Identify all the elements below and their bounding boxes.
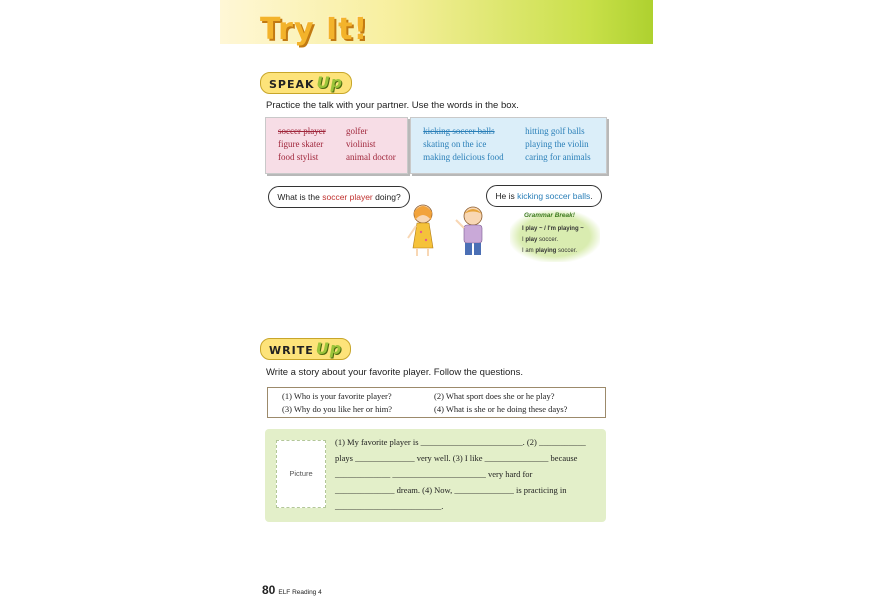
word-item: kicking soccer balls (423, 126, 495, 136)
grammar-line (522, 248, 577, 254)
grammar-text: I (522, 237, 526, 243)
word-item: animal doctor (346, 152, 396, 162)
word-item: caring for animals (525, 152, 591, 162)
write-badge-label: WRITE (269, 344, 314, 357)
question-item: (3) Why do you like her or him? (282, 404, 393, 414)
speech-bubble-question (268, 186, 410, 208)
word-box-activities (410, 117, 607, 174)
word-item: food stylist (278, 152, 319, 162)
word-item: violinist (346, 139, 376, 149)
speak-badge-up: Up (316, 73, 343, 92)
grammar-text: soccer. (537, 237, 559, 243)
grammar-line: I play ~ / I'm playing ~ (522, 226, 584, 232)
page-title: Try It! (260, 12, 369, 47)
speak-badge-label: SPEAK (269, 78, 315, 91)
picture-placeholder[interactable]: Picture (276, 440, 326, 508)
writing-line[interactable]: _________________________. (335, 501, 444, 511)
speak-up-badge (260, 72, 352, 94)
grammar-break-note (510, 210, 600, 262)
boy-figure (456, 207, 482, 255)
word-item: skating on the ice (423, 139, 487, 149)
speak-instruction: Practice the talk with your partner. Use the words in the box. (266, 100, 519, 111)
page-number: 80 (262, 583, 276, 597)
question-item: (4) What is she or he doing these days? (434, 404, 568, 414)
grammar-bold: playing (535, 248, 557, 254)
grammar-title: Grammar Break! (524, 212, 575, 219)
questions-box (267, 387, 606, 418)
bubble-highlight: kicking soccer balls (517, 191, 591, 201)
question-item: (1) Who is your favorite player? (282, 391, 392, 401)
bubble-text: . (590, 191, 593, 201)
write-instruction: Write a story about your favorite player. Follow the questions. (266, 367, 523, 378)
bubble-text: doing? (372, 192, 401, 202)
word-box (265, 117, 607, 172)
word-item: playing the violin (525, 139, 589, 149)
bubble-highlight: soccer player (322, 192, 373, 202)
bubble-text: What is the (277, 192, 323, 202)
writing-area (265, 429, 606, 522)
book-title: ELF Reading 4 (278, 589, 322, 596)
word-item: figure skater (278, 139, 324, 149)
grammar-line (522, 237, 558, 243)
writing-line[interactable]: _____________ ______________________ very hard for (335, 469, 533, 479)
grammar-bold: play (525, 237, 538, 243)
word-item: making delicious food (423, 152, 504, 162)
question-item: (2) What sport does she or he play? (434, 391, 555, 401)
girl-figure (408, 205, 433, 256)
word-item: golfer (346, 126, 368, 136)
page-footer (262, 583, 322, 597)
speech-bubble-answer (486, 185, 602, 207)
title-banner (220, 0, 653, 47)
word-item: soccer player (278, 126, 326, 136)
word-box-occupations (265, 117, 408, 174)
writing-line[interactable]: ______________ dream. (4) Now, ______________ is practicing in (335, 485, 567, 495)
children-illustration (403, 200, 503, 260)
writing-line[interactable]: plays ______________ very well. (3) I like _______________ because (335, 453, 578, 463)
grammar-text: soccer. (556, 248, 578, 254)
grammar-text: I am (522, 248, 536, 254)
word-item: hitting golf balls (525, 126, 585, 136)
writing-line[interactable]: (1) My favorite player is ________________________. (2) ___________ (335, 437, 586, 447)
bubble-text: He is (495, 191, 518, 201)
write-badge-up: Up (315, 339, 343, 358)
write-up-badge (260, 338, 351, 360)
textbook-page (220, 0, 653, 612)
